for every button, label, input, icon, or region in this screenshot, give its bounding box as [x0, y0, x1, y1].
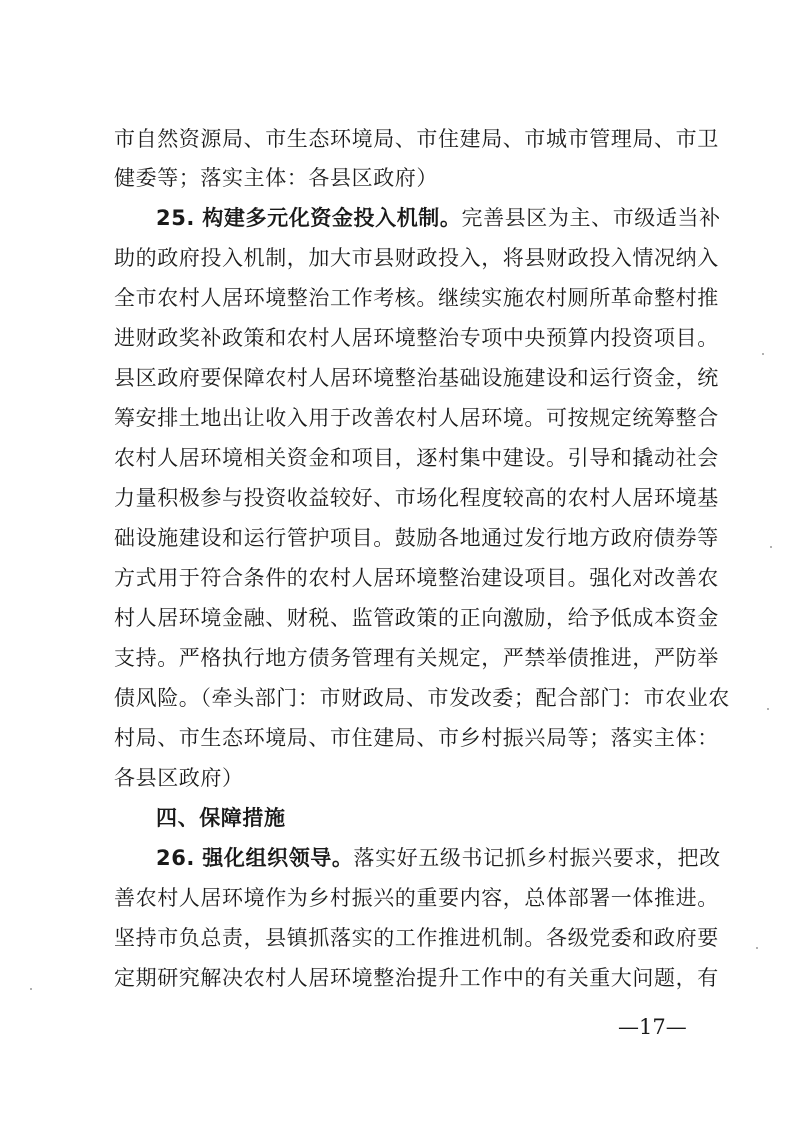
text-line: 全市农村人居环境整治工作考核。继续实施农村厕所革命整村推 — [114, 286, 719, 310]
text-line: 支持。严格执行地方债务管理有关规定，严禁举债推进，严防举 — [114, 646, 719, 670]
text-line: 进财政奖补政策和农村人居环境整治专项中央预算内投资项目。 — [114, 326, 719, 350]
text-line: 力量积极参与投资收益较好、市场化程度较高的农村人居环境基 — [114, 486, 719, 510]
text-line: 健委等；落实主体：各县区政府） — [114, 166, 438, 190]
first-line-text: 落实好五级书记抓乡村振兴要求，把改 — [353, 846, 721, 870]
text-line: 善农村人居环境作为乡村振兴的重要内容，总体部署一体推进。 — [114, 886, 719, 910]
text-line: 方式用于符合条件的农村人居环境整治建设项目。强化对改善农 — [114, 566, 719, 590]
item-number: 26. — [156, 846, 196, 870]
page-number: —17— — [618, 1015, 687, 1039]
text-line: 县区政府要保障农村人居环境整治基础设施建设和运行资金，统 — [114, 366, 719, 390]
item-title: 构建多元化资金投入机制。 — [202, 206, 462, 230]
first-line-text: 完善县区为主、市级适当补 — [461, 206, 721, 230]
text-line: 坚持市负总责，县镇抓落实的工作推进机制。各级党委和政府要 — [114, 926, 719, 950]
text-line: 各县区政府） — [114, 766, 244, 790]
scan-speck — [756, 947, 758, 949]
scan-speck — [770, 546, 772, 548]
text-line: 农村人居环境相关资金和项目，逐村集中建设。引导和撬动社会 — [114, 446, 719, 470]
scan-speck — [30, 988, 32, 990]
paragraph-25-first-line — [156, 203, 721, 233]
text-line: 定期研究解决农村人居环境整治提升工作中的有关重大问题，有 — [114, 966, 719, 990]
item-number: 25. — [156, 206, 196, 230]
scan-speck — [762, 353, 764, 355]
scan-speck — [767, 708, 769, 710]
text-line: 础设施建设和运行管护项目。鼓励各地通过发行地方政府债券等 — [114, 526, 719, 550]
text-line: 助的政府投入机制，加大市县财政投入，将县财政投入情况纳入 — [114, 246, 719, 270]
text-line: 债风险。（牵头部门：市财政局、市发改委；配合部门：市农业农 — [114, 686, 730, 710]
text-line: 市自然资源局、市生态环境局、市住建局、市城市管理局、市卫 — [114, 127, 719, 151]
text-line: 村局、市生态环境局、市住建局、市乡村振兴局等；落实主体： — [114, 726, 719, 750]
item-title: 强化组织领导。 — [202, 846, 354, 870]
section-heading: 四、保障措施 — [156, 806, 286, 830]
text-line: 筹安排土地出让收入用于改善农村人居环境。可按规定统筹整合 — [114, 406, 719, 430]
paragraph-26-first-line — [156, 843, 721, 873]
text-line: 村人居环境金融、财税、监管政策的正向激励，给予低成本资金 — [114, 606, 719, 630]
